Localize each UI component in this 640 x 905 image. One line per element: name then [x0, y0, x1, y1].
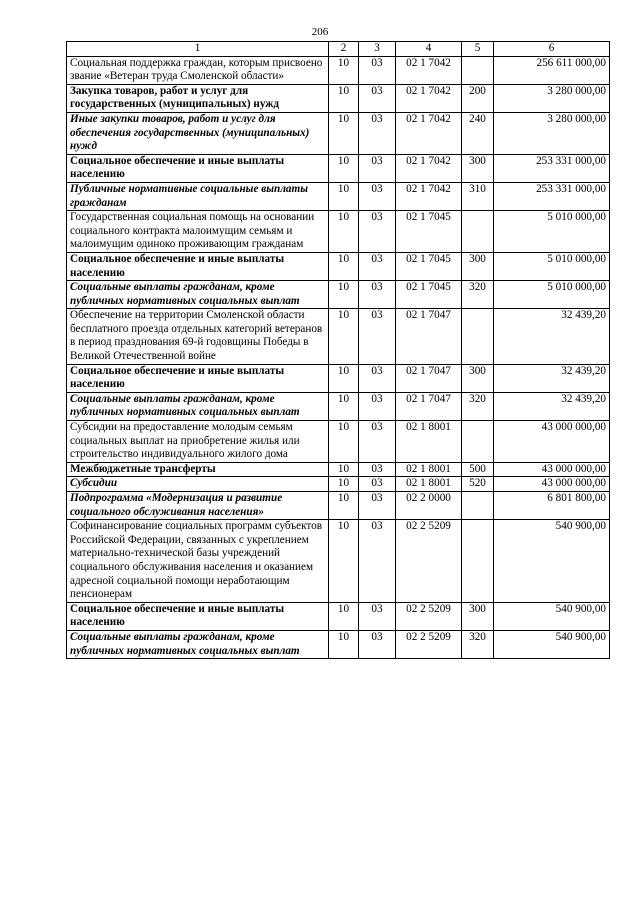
table-row [67, 462, 610, 477]
target-article-code: 02 1 8001 [396, 421, 462, 463]
expense-type-code: 300 [462, 364, 494, 392]
section-code: 10 [329, 630, 359, 658]
target-article-code: 02 1 8001 [396, 462, 462, 477]
expense-type-code [462, 56, 494, 84]
expense-type-code [462, 309, 494, 364]
expense-type-code: 240 [462, 112, 494, 154]
expense-item-name: Софинансирование социальных программ субъектов Российской Федерации, связанных с укреплением материально-технической базы учреждений социального обслуживания населения и оказанием адресной социальной помощи неработающим пенсионерам [67, 520, 329, 603]
subsection-code: 03 [359, 211, 396, 253]
table-row [67, 421, 610, 463]
expense-type-code: 310 [462, 182, 494, 210]
subsection-code: 03 [359, 364, 396, 392]
expense-type-code: 320 [462, 630, 494, 658]
subsection-code: 03 [359, 602, 396, 630]
column-header: 4 [396, 42, 462, 57]
table-row [67, 602, 610, 630]
amount-value: 540 900,00 [494, 602, 610, 630]
expense-item-name: Социальное обеспечение и иные выплаты населению [67, 364, 329, 392]
target-article-code: 02 2 0000 [396, 492, 462, 520]
expense-type-code [462, 211, 494, 253]
expense-item-name: Субсидии на предоставление молодым семьям социальных выплат на приобретение жилья или строительство индивидуального жилого дома [67, 421, 329, 463]
section-code: 10 [329, 477, 359, 492]
column-header: 6 [494, 42, 610, 57]
table-row [67, 154, 610, 182]
expense-type-code: 300 [462, 252, 494, 280]
expense-type-code: 320 [462, 281, 494, 309]
subsection-code: 03 [359, 477, 396, 492]
table-row [67, 477, 610, 492]
column-header: 2 [329, 42, 359, 57]
subsection-code: 03 [359, 520, 396, 603]
subsection-code: 03 [359, 492, 396, 520]
expense-item-name: Социальные выплаты гражданам, кроме публичных нормативных социальных выплат [67, 630, 329, 658]
table-body [67, 56, 610, 659]
amount-value: 540 900,00 [494, 630, 610, 658]
target-article-code: 02 1 7047 [396, 392, 462, 420]
section-code: 10 [329, 112, 359, 154]
expense-item-name: Обеспечение на территории Смоленской области бесплатного проезда отдельных категорий ветеранов в период празднования 69-й годовщины Победы в Великой Отечественной войне [67, 309, 329, 364]
column-header: 1 [67, 42, 329, 57]
target-article-code: 02 1 7042 [396, 182, 462, 210]
amount-value: 256 611 000,00 [494, 56, 610, 84]
table-row [67, 56, 610, 84]
expense-item-name: Государственная социальная помощь на основании социального контракта малоимущим семьям и малоимущим одиноко проживающим гражданам [67, 211, 329, 253]
expense-item-name: Субсидии [67, 477, 329, 492]
amount-value: 3 280 000,00 [494, 112, 610, 154]
section-code: 10 [329, 392, 359, 420]
target-article-code: 02 1 8001 [396, 477, 462, 492]
table-row [67, 492, 610, 520]
table-row [67, 281, 610, 309]
section-code: 10 [329, 364, 359, 392]
target-article-code: 02 1 7042 [396, 84, 462, 112]
expense-item-name: Межбюджетные трансферты [67, 462, 329, 477]
amount-value: 43 000 000,00 [494, 421, 610, 463]
amount-value: 6 801 800,00 [494, 492, 610, 520]
expense-item-name: Подпрограмма «Модернизация и развитие социального обслуживания населения» [67, 492, 329, 520]
expense-type-code [462, 421, 494, 463]
expense-item-name: Социальные выплаты гражданам, кроме публичных нормативных социальных выплат [67, 281, 329, 309]
column-header: 5 [462, 42, 494, 57]
amount-value: 253 331 000,00 [494, 182, 610, 210]
subsection-code: 03 [359, 182, 396, 210]
target-article-code: 02 1 7047 [396, 364, 462, 392]
expense-type-code: 520 [462, 477, 494, 492]
amount-value: 540 900,00 [494, 520, 610, 603]
column-header: 3 [359, 42, 396, 57]
section-code: 10 [329, 56, 359, 84]
table-header-row [67, 42, 610, 57]
expense-item-name: Иные закупки товаров, работ и услуг для обеспечения государственных (муниципальных) нужд [67, 112, 329, 154]
target-article-code: 02 1 7045 [396, 211, 462, 253]
target-article-code: 02 1 7042 [396, 112, 462, 154]
expense-item-name: Закупка товаров, работ и услуг для государственных (муниципальных) нужд [67, 84, 329, 112]
subsection-code: 03 [359, 309, 396, 364]
section-code: 10 [329, 84, 359, 112]
subsection-code: 03 [359, 421, 396, 463]
target-article-code: 02 2 5209 [396, 630, 462, 658]
page-number: 206 [311, 26, 329, 38]
amount-value: 32 439,20 [494, 364, 610, 392]
expense-item-name: Социальная поддержка граждан, которым присвоено звание «Ветеран труда Смоленской области» [67, 56, 329, 84]
target-article-code: 02 1 7045 [396, 252, 462, 280]
subsection-code: 03 [359, 84, 396, 112]
table-row [67, 112, 610, 154]
amount-value: 43 000 000,00 [494, 462, 610, 477]
amount-value: 3 280 000,00 [494, 84, 610, 112]
subsection-code: 03 [359, 630, 396, 658]
expense-item-name: Публичные нормативные социальные выплаты гражданам [67, 182, 329, 210]
expense-type-code: 300 [462, 602, 494, 630]
section-code: 10 [329, 211, 359, 253]
section-code: 10 [329, 520, 359, 603]
expense-item-name: Социальное обеспечение и иные выплаты населению [67, 154, 329, 182]
subsection-code: 03 [359, 252, 396, 280]
target-article-code: 02 1 7045 [396, 281, 462, 309]
expense-item-name: Социальные выплаты гражданам, кроме публичных нормативных социальных выплат [67, 392, 329, 420]
budget-table [66, 41, 610, 659]
expense-type-code: 300 [462, 154, 494, 182]
amount-value: 253 331 000,00 [494, 154, 610, 182]
section-code: 10 [329, 309, 359, 364]
section-code: 10 [329, 421, 359, 463]
target-article-code: 02 1 7047 [396, 309, 462, 364]
table-row [67, 309, 610, 364]
section-code: 10 [329, 252, 359, 280]
expense-type-code: 200 [462, 84, 494, 112]
table-row [67, 84, 610, 112]
subsection-code: 03 [359, 56, 396, 84]
target-article-code: 02 2 5209 [396, 520, 462, 603]
amount-value: 5 010 000,00 [494, 211, 610, 253]
expense-type-code: 500 [462, 462, 494, 477]
expense-type-code [462, 520, 494, 603]
table-row [67, 211, 610, 253]
amount-value: 5 010 000,00 [494, 252, 610, 280]
target-article-code: 02 1 7042 [396, 56, 462, 84]
section-code: 10 [329, 602, 359, 630]
table-row [67, 520, 610, 603]
amount-value: 32 439,20 [494, 309, 610, 364]
target-article-code: 02 2 5209 [396, 602, 462, 630]
amount-value: 5 010 000,00 [494, 281, 610, 309]
section-code: 10 [329, 462, 359, 477]
table-row [67, 392, 610, 420]
subsection-code: 03 [359, 392, 396, 420]
expense-type-code [462, 492, 494, 520]
expense-item-name: Социальное обеспечение и иные выплаты населению [67, 252, 329, 280]
subsection-code: 03 [359, 462, 396, 477]
table-row [67, 364, 610, 392]
section-code: 10 [329, 154, 359, 182]
subsection-code: 03 [359, 154, 396, 182]
expense-item-name: Социальное обеспечение и иные выплаты населению [67, 602, 329, 630]
table-row [67, 252, 610, 280]
amount-value: 43 000 000,00 [494, 477, 610, 492]
section-code: 10 [329, 281, 359, 309]
section-code: 10 [329, 182, 359, 210]
amount-value: 32 439,20 [494, 392, 610, 420]
subsection-code: 03 [359, 281, 396, 309]
section-code: 10 [329, 492, 359, 520]
expense-type-code: 320 [462, 392, 494, 420]
subsection-code: 03 [359, 112, 396, 154]
target-article-code: 02 1 7042 [396, 154, 462, 182]
table-row [67, 630, 610, 658]
table-row [67, 182, 610, 210]
